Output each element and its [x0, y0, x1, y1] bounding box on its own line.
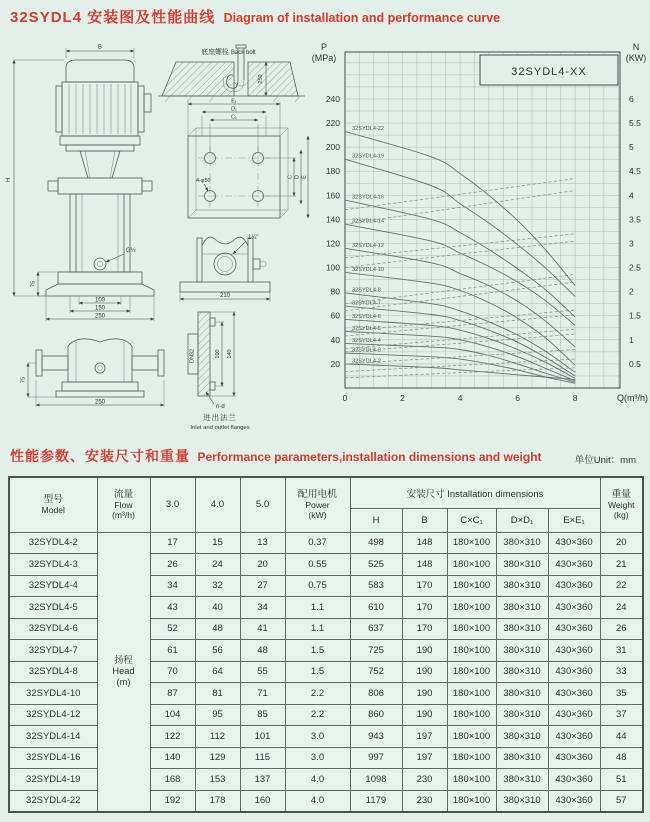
- table-cell: 4.0: [285, 769, 350, 791]
- tick: 120: [325, 238, 340, 249]
- table-cell: 180×100: [447, 726, 496, 748]
- performance-chart: [310, 40, 650, 437]
- model-cell: 32SYDL4-7: [9, 640, 97, 662]
- table-cell: 180×100: [447, 640, 496, 662]
- y-right-axis-unit: (KW): [625, 53, 647, 63]
- table-cell: 34: [240, 597, 285, 619]
- table-cell: 27: [240, 575, 285, 597]
- plate-dim-c-label: C: [287, 175, 294, 179]
- col-ee1: E×E₁: [548, 508, 600, 532]
- model-cell: 32SYDL4-2: [9, 532, 97, 554]
- table-cell: 380×310: [496, 532, 548, 554]
- col-flow-3: 3.0: [150, 477, 195, 532]
- col-flow-4: 4.0: [195, 477, 240, 532]
- dim-250-label: 250: [94, 313, 106, 320]
- table-cell: 115: [240, 747, 285, 769]
- bracket-dim-210-label: 210: [219, 293, 231, 299]
- table-cell: 104: [150, 704, 195, 726]
- table-cell: 430×360: [548, 726, 600, 748]
- model-cell: 32SYDL4-12: [9, 704, 97, 726]
- curvelabel: 32SYDL4-16: [352, 194, 385, 201]
- tick: 0.5: [629, 358, 641, 369]
- dim-150-label: 150: [94, 305, 106, 312]
- table-cell: 752: [350, 661, 402, 683]
- model-cell: 32SYDL4-3: [9, 554, 97, 576]
- table-cell: 51: [600, 769, 643, 791]
- tick: 1.5: [629, 310, 641, 321]
- table-cell: 20: [600, 532, 643, 554]
- model-cell: 32SYDL4-4: [9, 575, 97, 597]
- table-cell: 583: [350, 575, 402, 597]
- tick: 2.5: [629, 262, 641, 273]
- x-axis-title: Q(m³/h): [617, 393, 648, 403]
- tick: 4: [457, 393, 463, 403]
- curvelabel: 32SYDL4-12: [352, 242, 385, 249]
- flange-section: [188, 312, 250, 431]
- flange-dim-140-label: 140: [227, 349, 233, 359]
- performance-chart-svg: [310, 40, 650, 432]
- table-cell: 997: [350, 747, 402, 769]
- table-cell: 430×360: [548, 661, 600, 683]
- col-h: H: [350, 508, 402, 532]
- table-cell: 430×360: [548, 747, 600, 769]
- base-plate-plan: [188, 99, 308, 219]
- table-cell: 430×360: [548, 597, 600, 619]
- table-cell: 112: [195, 726, 240, 748]
- col-dd1: D×D₁: [496, 508, 548, 532]
- dim-b-label: B: [97, 44, 103, 51]
- col-install: 安装尺寸 Installation dimensions: [350, 477, 600, 508]
- col-flow-5: 5.0: [240, 477, 285, 532]
- table-cell: 3.0: [285, 747, 350, 769]
- table-cell: 95: [195, 704, 240, 726]
- tick: 2: [400, 393, 405, 403]
- table-cell: 26: [600, 618, 643, 640]
- table-cell: 380×310: [496, 726, 548, 748]
- table-cell: 20: [240, 554, 285, 576]
- section-title: [10, 446, 542, 466]
- pump-front-view: [6, 45, 154, 322]
- table-cell: 101: [240, 726, 285, 748]
- table-cell: 57: [600, 790, 643, 812]
- table-cell: 430×360: [548, 575, 600, 597]
- table-cell: 64: [195, 661, 240, 683]
- table-cell: 180×100: [447, 532, 496, 554]
- curvelabel: 32SYDL4-6: [352, 313, 381, 320]
- back-bolt-detail: [158, 45, 305, 102]
- curvelabel: 32SYDL4-8: [352, 287, 381, 294]
- back-bolt-label-en: Back bolt: [231, 50, 256, 56]
- table-cell: 48: [240, 640, 285, 662]
- spec-table: [8, 476, 644, 813]
- table-cell: 637: [350, 618, 402, 640]
- table-cell: 190: [402, 661, 447, 683]
- y-right-axis-title: N: [632, 42, 640, 52]
- table-cell: 380×310: [496, 747, 548, 769]
- table-cell: 32: [195, 575, 240, 597]
- table-cell: 860: [350, 704, 402, 726]
- page-title-en: Diagram of installation and performance curve: [223, 11, 501, 25]
- col-power: 配用电机 Power (kW): [285, 477, 350, 532]
- tick: 160: [325, 190, 340, 201]
- pump-side-view: [21, 339, 165, 407]
- table-cell: 180×100: [447, 769, 496, 791]
- tick: 220: [325, 118, 340, 129]
- table-cell: 129: [195, 747, 240, 769]
- tick: 3.5: [629, 214, 641, 225]
- tick: 1: [629, 334, 634, 345]
- plate-dim-d1-label: D₁: [231, 106, 237, 113]
- side-dim-250-label: 250: [94, 399, 106, 406]
- model-cell: 32SYDL4-14: [9, 726, 97, 748]
- tick: 4.5: [629, 166, 641, 177]
- curvelabel: 32SYDL4-3: [352, 347, 381, 354]
- table-cell: 1.1: [285, 597, 350, 619]
- tick: 0: [342, 393, 348, 403]
- table-cell: 170: [402, 597, 447, 619]
- table-cell: 178: [195, 790, 240, 812]
- unit-note: 单位Unit：mm: [574, 455, 636, 466]
- side-dim-75-label: 75: [20, 376, 27, 384]
- curvelabel: 32SYDL4-2: [352, 358, 381, 365]
- table-cell: 34: [150, 575, 195, 597]
- y-left-axis-title: P: [320, 42, 328, 52]
- port-thread-label: G½: [126, 248, 136, 254]
- table-cell: 430×360: [548, 704, 600, 726]
- col-weight: 重量 Weight (kg): [600, 477, 643, 532]
- table-cell: 3.0: [285, 726, 350, 748]
- model-cell: 32SYDL4-19: [9, 769, 97, 791]
- table-cell: 192: [150, 790, 195, 812]
- table-cell: 430×360: [548, 790, 600, 812]
- table-cell: 725: [350, 640, 402, 662]
- table-cell: 31: [600, 640, 643, 662]
- installation-drawing-svg: [0, 40, 310, 432]
- col-model: 型号 Model: [9, 477, 97, 532]
- table-cell: 56: [195, 640, 240, 662]
- table-cell: 137: [240, 769, 285, 791]
- tick: 40: [330, 334, 340, 345]
- table-cell: 197: [402, 726, 447, 748]
- table-cell: 148: [402, 532, 447, 554]
- table-cell: 1179: [350, 790, 402, 812]
- frame: [345, 52, 620, 388]
- table-cell: 61: [150, 640, 195, 662]
- table-header: [9, 477, 643, 532]
- section-title-zh: 性能参数、安装尺寸和重量: [10, 448, 190, 464]
- plate-holes-label: 4-φ50: [196, 178, 211, 184]
- table-cell: 806: [350, 683, 402, 705]
- plate-dim-d-label: D: [294, 175, 301, 179]
- col-b: B: [402, 508, 447, 532]
- table-cell: 26: [150, 554, 195, 576]
- table-cell: 48: [600, 747, 643, 769]
- page-title: [10, 6, 500, 27]
- table-cell: 148: [402, 554, 447, 576]
- col-flow: 流量 Flow (m³/h): [97, 477, 150, 532]
- table-cell: 380×310: [496, 554, 548, 576]
- table-cell: 230: [402, 769, 447, 791]
- back-bolt-label-zh: 底座螺栓: [201, 49, 229, 56]
- tick: 140: [325, 214, 340, 225]
- flange-caption-en: Inlet and outlet flanges: [190, 425, 250, 431]
- dim-100-label: 100: [94, 297, 106, 304]
- table-cell: 35: [600, 683, 643, 705]
- table-cell: 1098: [350, 769, 402, 791]
- table-cell: 610: [350, 597, 402, 619]
- table-cell: 230: [402, 790, 447, 812]
- model-cell: 32SYDL4-6: [9, 618, 97, 640]
- table-cell: 22: [600, 575, 643, 597]
- table-cell: 41: [240, 618, 285, 640]
- table-cell: 430×360: [548, 769, 600, 791]
- table-cell: 430×360: [548, 640, 600, 662]
- tick: 6: [515, 393, 520, 403]
- installation-drawings: [0, 40, 310, 437]
- plate-dim-e-label: E: [301, 175, 308, 179]
- tick: 100: [325, 262, 340, 273]
- table-cell: 21: [600, 554, 643, 576]
- tick: 5: [629, 142, 634, 153]
- table-cell: 122: [150, 726, 195, 748]
- tick: 4: [629, 190, 634, 201]
- tick: 2: [629, 286, 634, 297]
- table-cell: 168: [150, 769, 195, 791]
- table-cell: 2.2: [285, 704, 350, 726]
- table-cell: 48: [195, 618, 240, 640]
- table-cell: 197: [402, 747, 447, 769]
- curvelabel: 32SYDL4-5: [352, 325, 381, 332]
- table-cell: 180×100: [447, 747, 496, 769]
- table-cell: 85: [240, 704, 285, 726]
- model-cell: 32SYDL4-8: [9, 661, 97, 683]
- table-cell: 24: [600, 597, 643, 619]
- curvelabel: 32SYDL4-4: [352, 337, 381, 344]
- table-cell: 380×310: [496, 618, 548, 640]
- tick: 6: [629, 93, 634, 104]
- flange-dim-100-label: 100: [215, 349, 221, 359]
- curvelabel: 32SYDL4-14: [352, 218, 385, 225]
- table-cell: 1.5: [285, 661, 350, 683]
- table-cell: 0.75: [285, 575, 350, 597]
- model-cell: 32SYDL4-16: [9, 747, 97, 769]
- tick: 80: [330, 286, 340, 297]
- table-cell: 180×100: [447, 618, 496, 640]
- table-cell: 430×360: [548, 554, 600, 576]
- table-cell: 37: [600, 704, 643, 726]
- plate-dim-e1-label: E₁: [231, 98, 237, 105]
- table-cell: 430×360: [548, 683, 600, 705]
- curvelabel: 32SYDL4-7: [352, 300, 381, 307]
- table-cell: 13: [240, 532, 285, 554]
- table-cell: 190: [402, 683, 447, 705]
- table-cell: 380×310: [496, 769, 548, 791]
- col-cc1: C×C₁: [447, 508, 496, 532]
- tick: 60: [330, 310, 340, 321]
- section-title-en: Performance parameters,installation dimensions and weight: [197, 450, 542, 464]
- table-cell: 17: [150, 532, 195, 554]
- curvelabel: 32SYDL4-19: [352, 153, 385, 160]
- table-body: [9, 532, 643, 812]
- table-cell: 40: [195, 597, 240, 619]
- dim-h-label: H: [6, 177, 12, 183]
- table-cell: 180×100: [447, 575, 496, 597]
- table-cell: 180×100: [447, 661, 496, 683]
- tick: 8: [572, 393, 578, 403]
- head-unit-cell: 扬程 Head (m): [97, 532, 150, 812]
- tick: 200: [325, 142, 340, 153]
- table-row: [9, 532, 643, 554]
- table-cell: 33: [600, 661, 643, 683]
- table-cell: 380×310: [496, 704, 548, 726]
- table-cell: 81: [195, 683, 240, 705]
- table-cell: 170: [402, 575, 447, 597]
- table-cell: 180×100: [447, 704, 496, 726]
- table-cell: 0.55: [285, 554, 350, 576]
- dim-75-label: 75: [30, 280, 37, 288]
- flange-nd-label: n-d: [216, 404, 225, 410]
- table-cell: 70: [150, 661, 195, 683]
- bolt-dim-250-label: 250: [258, 74, 264, 84]
- plate-dim-c1-label: C₁: [231, 114, 237, 121]
- tick: 3: [629, 238, 634, 249]
- table-cell: 1.1: [285, 618, 350, 640]
- table-cell: 430×360: [548, 532, 600, 554]
- tick: 180: [325, 166, 340, 177]
- table-cell: 15: [195, 532, 240, 554]
- table-cell: 380×310: [496, 640, 548, 662]
- table-cell: 153: [195, 769, 240, 791]
- table-cell: 180×100: [447, 554, 496, 576]
- table-cell: 0.37: [285, 532, 350, 554]
- curvelabel: 32SYDL4-10: [352, 266, 385, 273]
- flange-dn32-label: DN32: [189, 348, 196, 364]
- table-cell: 180×100: [447, 597, 496, 619]
- table-cell: 43: [150, 597, 195, 619]
- table-cell: 1.5: [285, 640, 350, 662]
- flange-caption-zh: 进出法兰: [203, 413, 237, 422]
- table-cell: 4.0: [285, 790, 350, 812]
- table-cell: 380×310: [496, 661, 548, 683]
- table-cell: 160: [240, 790, 285, 812]
- y-left-axis-unit: (MPa): [311, 53, 337, 63]
- table-cell: 71: [240, 683, 285, 705]
- table-cell: 2.2: [285, 683, 350, 705]
- bracket-port-label: 1¼": [248, 235, 259, 241]
- table-cell: 55: [240, 661, 285, 683]
- support-bracket: [180, 235, 270, 302]
- table-cell: 380×310: [496, 683, 548, 705]
- table-cell: 180×100: [447, 790, 496, 812]
- table-cell: 87: [150, 683, 195, 705]
- table-cell: 498: [350, 532, 402, 554]
- page-title-zh: 32SYDL4 安装图及性能曲线: [10, 9, 216, 26]
- table-cell: 430×360: [548, 618, 600, 640]
- model-cell: 32SYDL4-5: [9, 597, 97, 619]
- model-cell: 32SYDL4-10: [9, 683, 97, 705]
- table-cell: 525: [350, 554, 402, 576]
- table-cell: 52: [150, 618, 195, 640]
- table-cell: 24: [195, 554, 240, 576]
- tick: 240: [325, 93, 340, 104]
- tick: 20: [330, 358, 340, 369]
- model-cell: 32SYDL4-22: [9, 790, 97, 812]
- tick: 5.5: [629, 118, 641, 129]
- table-cell: 170: [402, 618, 447, 640]
- table-cell: 190: [402, 704, 447, 726]
- table-cell: 380×310: [496, 575, 548, 597]
- table-cell: 180×100: [447, 683, 496, 705]
- table-cell: 140: [150, 747, 195, 769]
- table-cell: 190: [402, 640, 447, 662]
- curvelabel: 32SYDL4-22: [352, 125, 385, 132]
- table-cell: 943: [350, 726, 402, 748]
- legendtext: 32SYDL4-XX: [511, 66, 587, 78]
- table-cell: 44: [600, 726, 643, 748]
- table-cell: 380×310: [496, 597, 548, 619]
- table-cell: 380×310: [496, 790, 548, 812]
